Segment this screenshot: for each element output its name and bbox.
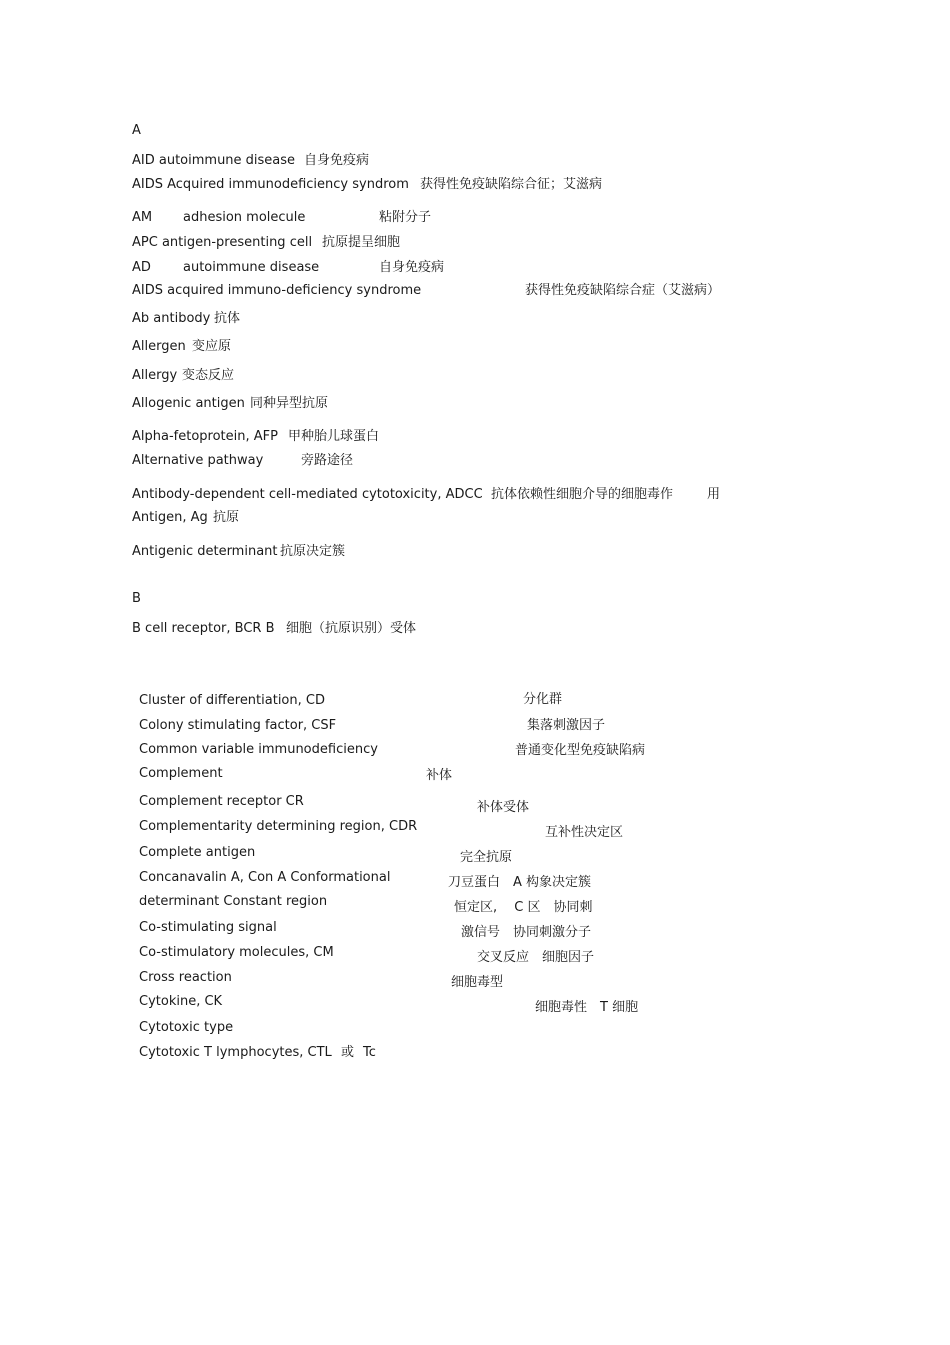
c-term-line: determinant Constant region [139,894,328,909]
entry-term: B cell receptor, BCR B [132,621,275,636]
c-translation-line: 补体受体 [477,800,530,815]
c-translation-line: 分化群 [523,692,563,707]
entry-term: Allergy [132,368,178,383]
c-translation-line: 激信号 协同刺激分子 [461,925,592,940]
c-term-line: Colony stimulating factor, CSF [139,718,337,733]
entry-translation: 同种异型抗原 [250,396,329,411]
entry-abbr: AM [132,210,153,225]
entry-term: adhesion molecule [183,210,306,225]
section-heading-b: B [132,591,141,606]
c-translation-line: 完全抗原 [460,850,513,865]
c-term-line: Complementarity determining region, CDR [139,819,418,834]
c-term-line: Cytotoxic T lymphocytes, CTL [139,1045,332,1060]
entry-term: Antibody-dependent cell-mediated cytotoxicity, ADCC [132,487,483,502]
entry-translation: 抗体依赖性细胞介导的细胞毒作 [491,487,674,502]
c-translation-line: 交叉反应 细胞因子 [477,950,595,965]
c-term-line: Complement receptor CR [139,794,304,809]
entry-translation: 获得性免疫缺陷综合征；艾滋病 [420,177,603,192]
entry-term: Alternative pathway [132,453,264,468]
entry-translation: 甲种胎儿球蛋白 [288,429,380,444]
entry-translation: 粘附分子 [379,210,432,225]
entry-translation: 抗原决定簇 [280,544,346,559]
c-term-tail-en: Tc [363,1045,376,1060]
c-term-line: Co-stimulatory molecules, CM [139,945,334,960]
entry-term: Allogenic antigen [132,396,245,411]
c-translation-line: 刀豆蛋白 A 构象决定簇 [448,875,592,890]
entry-term: Antigenic determinant [132,544,278,559]
entry-translation: 自身免疫病 [304,153,370,168]
entry-term: APC antigen-presenting cell [132,235,313,250]
entry-translation: 变应原 [192,339,232,354]
c-translation-line: 普通变化型免疫缺陷病 [515,743,646,758]
c-translation-line: 细胞毒性 T 细胞 [535,1000,639,1015]
entry-term: autoimmune disease [183,260,320,275]
entry-term: AID autoimmune disease [132,153,296,168]
entry-term: AIDS acquired immuno-deficiency syndrome [132,283,422,298]
entry-term: AIDS Acquired immunodeficiency syndrom [132,177,409,192]
c-term-tail-zh: 或 [341,1045,355,1060]
entry-term: Antigen, Ag [132,510,208,525]
entry-term: Ab antibody [132,311,211,326]
c-translation-line: 集落刺激因子 [527,718,606,733]
entry-translation: 变态反应 [182,368,235,383]
entry-translation: 获得性免疫缺陷综合症（艾滋病） [525,283,721,298]
entry-term: Allergen [132,339,186,354]
entry-translation: 抗原提呈细胞 [322,235,401,250]
entry-translation: 旁路途径 [301,453,354,468]
c-term-line: Complement [139,766,223,781]
c-term-line: Cytokine, CK [139,994,223,1009]
c-term-line: Cytotoxic type [139,1020,234,1035]
c-term-line: Cross reaction [139,970,232,985]
section-heading-a: A [132,123,141,138]
c-translation-line: 细胞毒型 [451,975,504,990]
entry-translation: 细胞（抗原识别）受体 [286,621,417,636]
entry-translation: 抗体 [214,311,241,326]
c-term-line: Co-stimulating signal [139,920,277,935]
entry-abbr: AD [132,260,151,275]
entry-translation-tail: 用 [707,487,721,502]
c-term-line: Cluster of differentiation, CD [139,693,325,708]
c-term-line: Complete antigen [139,845,256,860]
c-translation-line: 恒定区, C 区 协同刺 [454,900,593,915]
entry-term: Alpha-fetoprotein, AFP [132,429,278,444]
entry-translation: 自身免疫病 [379,260,445,275]
c-translation-line: 补体 [426,768,453,783]
c-term-line: Common variable immunodeficiency [139,742,378,757]
c-term-line: Concanavalin A, Con A Conformational [139,870,391,885]
entry-translation: 抗原 [213,510,240,525]
c-translation-line: 互补性决定区 [545,825,624,840]
